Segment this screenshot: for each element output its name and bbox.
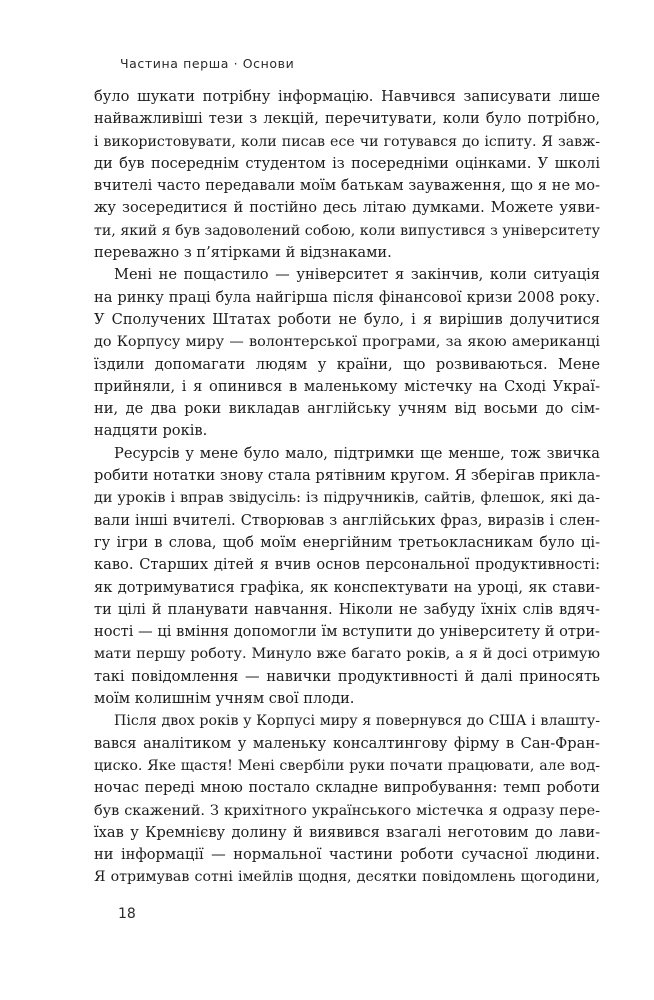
text-line: жу зосередитися й постійно десь літаю думками. Можете уяви- xyxy=(94,199,600,217)
text-line: каво. Старших дітей я вчив основ персональної продуктивності: xyxy=(94,556,600,574)
text-line: ди уроків і вправ звідусіль: із підручників, сайтів, флешок, які да- xyxy=(94,490,600,507)
text-line: ти, який я був задоволений собою, коли випустився з університету xyxy=(94,222,600,239)
text-line: мати першу роботу. Минуло вже багато років, а я й досі отримую xyxy=(94,646,600,663)
text-line: моїм колишнім учням свої плоди. xyxy=(94,690,355,708)
text-line: робити нотатки знову стала рятівним кругом. Я зберігав прикла- xyxy=(94,467,601,485)
text-line: був скажений. З крихітного українського містечка я одразу пере- xyxy=(94,802,600,819)
text-line: було шукати потрібну інформацію. Навчився записувати лише xyxy=(94,88,600,105)
text-line: вали інші вчителі. Створював з англійських фраз, виразів і слен- xyxy=(94,511,600,529)
text-line: як дотримуватися графіка, як конспектувати на уроці, як стави- xyxy=(94,578,600,596)
text-line: їздили допомагати людям у країни, що розвиваються. Мене xyxy=(94,355,600,373)
text-line: переважно з п’ятірками й відзнаками. xyxy=(94,244,392,262)
text-line: Я отримував сотні імейлів щодня, десятки повідомлень щогодини, xyxy=(94,869,600,886)
page-number: 18 xyxy=(118,906,136,922)
text-line: ти цілі й планувати навчання. Ніколи не забуду їхніх слів вдяч- xyxy=(94,600,600,618)
text-line: і використовувати, коли писав есе чи готувався до іспиту. Я завж- xyxy=(94,133,600,150)
text-line: ночас переді мною постало складне випробування: темп роботи xyxy=(94,779,600,797)
text-line: вчителі часто передавали моїм батькам зауваження, що я не мо- xyxy=(94,177,600,195)
text-line: ди був посереднім студентом із посередніми оцінками. У школі xyxy=(94,154,600,172)
text-line: прийняли, і я опинився в маленькому містечку на Сході Украї- xyxy=(94,377,600,395)
text-line: такі повідомлення — навички продуктивності й далі приносять xyxy=(94,667,600,685)
text-line: їхав у Кремнієву долину й виявився взагалі неготовим до лави- xyxy=(94,823,600,841)
paragraph-first-line: Мені не пощастило — університет я закінчив, коли ситуація xyxy=(114,266,600,284)
text-line: до Корпусу миру — волонтерської програми, за якою американці xyxy=(94,334,600,351)
text-line: ни інформації — нормальної частини роботи сучасної людини. xyxy=(94,846,600,864)
text-line: гу ігри в слова, щоб моїм енергійним третьокласникам було ці- xyxy=(94,533,600,551)
text-line: на ринку праці була найгірша після фінансової кризи 2008 року. xyxy=(94,288,600,306)
paragraph-first-line: Після двох років у Корпусі миру я повернувся до США і влашту- xyxy=(114,713,600,730)
text-line: У Сполучених Штатах роботи не було, і я вирішив долучитися xyxy=(94,310,600,328)
text-line: циско. Яке щастя! Мені свербіли руки почати працювати, але вод- xyxy=(94,757,600,774)
text-line: найважливіші тези з лекцій, перечитувати, коли було потрібно, xyxy=(94,110,600,128)
running-head: Частина перша · Основи xyxy=(120,56,295,71)
text-line: надцяти років. xyxy=(94,422,208,440)
body-text xyxy=(94,86,600,889)
paragraph-first-line: Ресурсів у мене було мало, підтримки ще менше, тож звичка xyxy=(114,444,600,462)
text-line: ності — ці вміння допомогли їм вступити до університету й отри- xyxy=(94,623,600,641)
text-line: вався аналітиком у маленьку консалтингову фірму в Сан-Фран- xyxy=(94,734,600,752)
text-line: ни, де два роки викладав англійську учням від восьми до сім- xyxy=(94,400,600,418)
